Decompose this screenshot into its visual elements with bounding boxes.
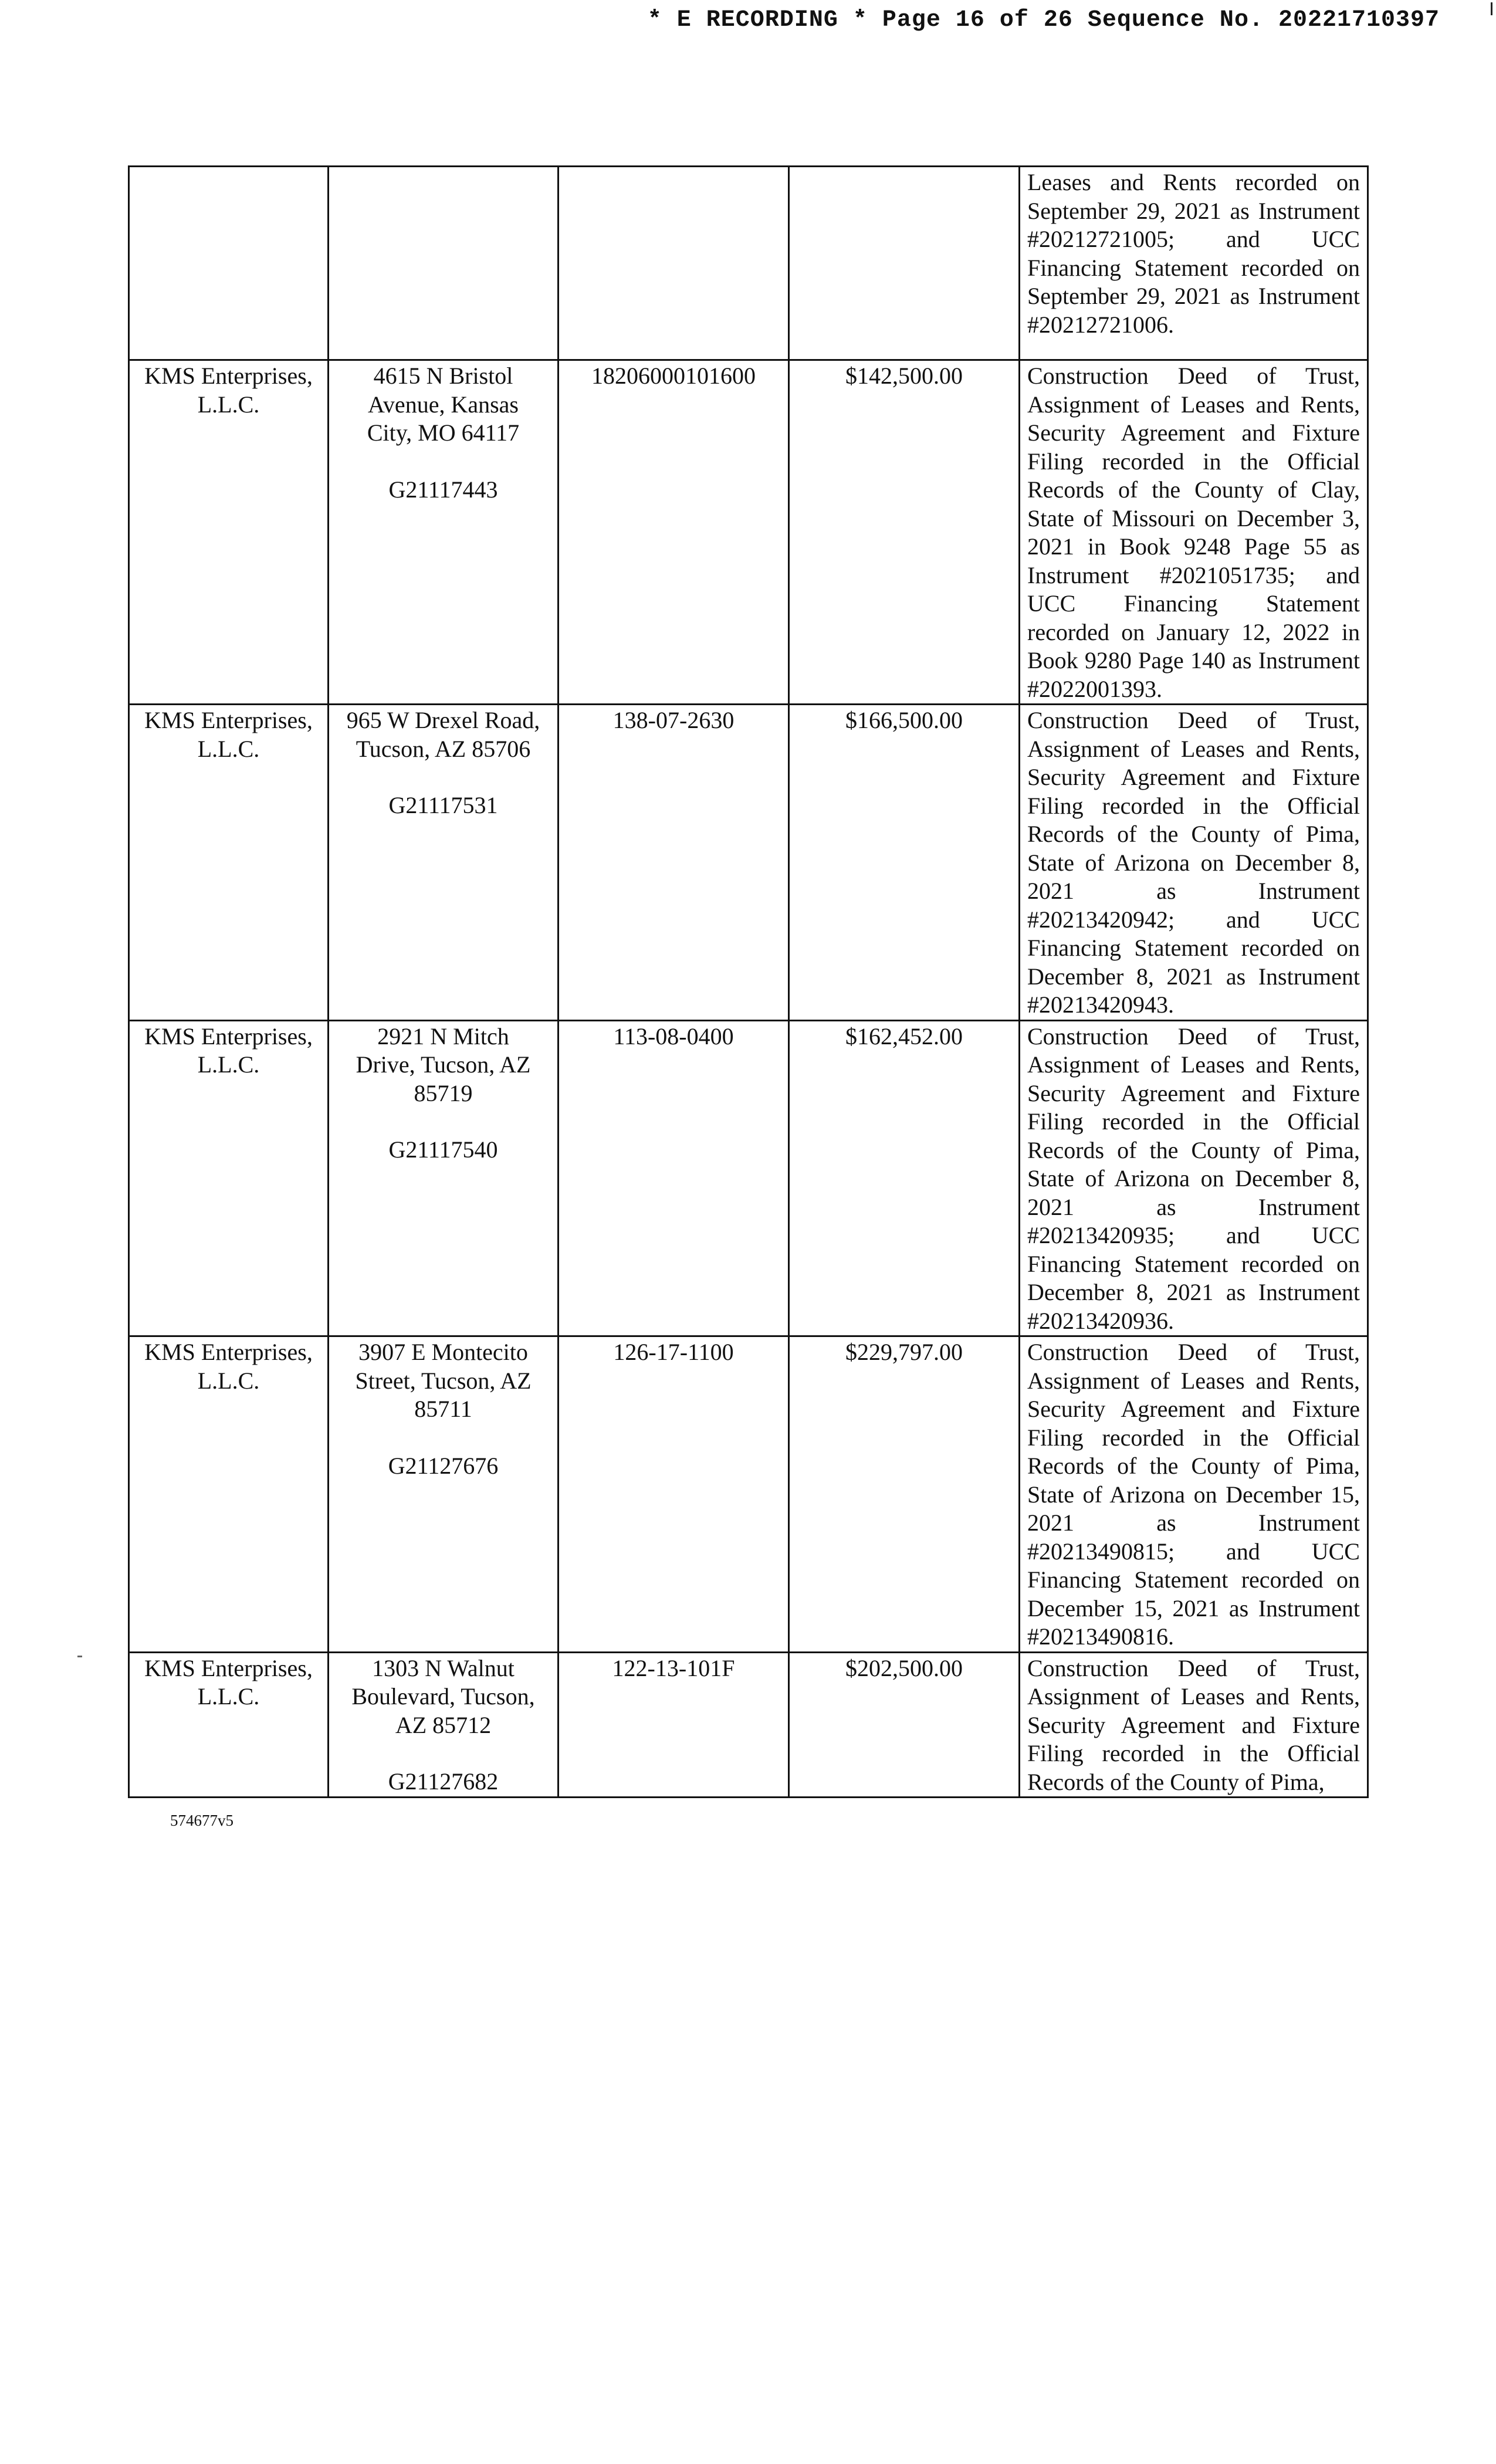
loan-amount: $166,500.00 xyxy=(845,707,963,733)
owner-name: KMS Enterprises, L.L.C. xyxy=(144,1339,313,1394)
address-gap xyxy=(336,1739,550,1768)
order-number: G21117540 xyxy=(388,1136,498,1163)
loan-amount: $142,500.00 xyxy=(845,363,963,389)
instrument-cell xyxy=(1020,167,1368,360)
owner-cell xyxy=(129,167,329,360)
address-gap xyxy=(336,448,550,476)
parcel-number: 126-17-1100 xyxy=(613,1339,734,1365)
amount-cell xyxy=(789,360,1020,705)
address-gap xyxy=(336,1424,550,1452)
parcel-cell xyxy=(559,1652,789,1798)
parcel-cell xyxy=(559,1020,789,1336)
owner-name: KMS Enterprises, L.L.C. xyxy=(144,1023,313,1078)
table-row xyxy=(129,1020,1368,1336)
address-line: 2921 N Mitch xyxy=(377,1023,509,1050)
instrument-description: Construction Deed of Trust, Assignment of Leases and Rents, Security Agreement and Fixture Filing recorded in the Official Records of the County of Pima, State of Arizona on December 8, 2021 as Instrument #20213420942; and UCC Financing Statement recorded on December 8, 2021 as Instrument #20213420943. xyxy=(1027,707,1360,1018)
property-records-table xyxy=(128,165,1369,1798)
parcel-number: 113-08-0400 xyxy=(613,1023,734,1050)
parcel-cell xyxy=(559,167,789,360)
amount-cell xyxy=(789,705,1020,1021)
instrument-description: Leases and Rents recorded on September 29, 2021 as Instrument #20212721005; and UCC Financing Statement recorded on September 29, 2021 as Instrument #20212721006. xyxy=(1027,169,1360,338)
address-line: AZ 85712 xyxy=(395,1711,492,1738)
recording-header: * E RECORDING * Page 16 of 26 Sequence No. 20221710397 xyxy=(647,7,1440,33)
instrument-cell xyxy=(1020,1020,1368,1336)
loan-amount: $229,797.00 xyxy=(845,1339,963,1365)
instrument-cell xyxy=(1020,360,1368,705)
address-line: 3907 E Montecito xyxy=(358,1339,528,1365)
owner-cell xyxy=(129,1652,329,1798)
instrument-description: Construction Deed of Trust, Assignment of Leases and Rents, Security Agreement and Fixture Filing recorded in the Official Records of the County of Pima, xyxy=(1027,1654,1360,1795)
table-row xyxy=(129,1336,1368,1653)
order-number: G21127676 xyxy=(388,1452,499,1479)
parcel-number: 18206000101600 xyxy=(591,363,756,389)
parcel-cell xyxy=(559,705,789,1021)
order-number: G21127682 xyxy=(388,1768,499,1795)
instrument-cell xyxy=(1020,1336,1368,1653)
address-line: 85719 xyxy=(414,1079,473,1106)
parcel-number: 122-13-101F xyxy=(612,1654,735,1681)
parcel-cell xyxy=(559,1336,789,1653)
table-row xyxy=(129,1652,1368,1798)
address-cell xyxy=(329,167,559,360)
owner-name: KMS Enterprises, L.L.C. xyxy=(144,363,313,418)
amount-cell xyxy=(789,1652,1020,1798)
address-cell xyxy=(329,1652,559,1798)
order-number: G21117443 xyxy=(388,476,498,503)
table-row xyxy=(129,360,1368,705)
address-line: Avenue, Kansas xyxy=(368,391,519,418)
address-line: Street, Tucson, AZ xyxy=(355,1367,532,1394)
records-table-body xyxy=(129,167,1368,1798)
parcel-cell xyxy=(559,360,789,705)
address-line: Tucson, AZ 85706 xyxy=(356,735,531,762)
order-number: G21117531 xyxy=(388,792,498,818)
owner-name: KMS Enterprises, L.L.C. xyxy=(144,707,313,762)
instrument-description: Construction Deed of Trust, Assignment of Leases and Rents, Security Agreement and Fixture Filing recorded in the Official Records of the County of Clay, State of Missouri on December 3, 2021 in Book 9248 Page 55 as Instrument #2021051735; and UCC Financing Statement recorded on January 12, 2022 in Book 9280 Page 140 as Instrument #2022001393. xyxy=(1027,363,1360,702)
loan-amount: $162,452.00 xyxy=(845,1023,963,1050)
address-cell xyxy=(329,1336,559,1653)
amount-cell xyxy=(789,1336,1020,1653)
amount-cell xyxy=(789,1020,1020,1336)
address-line: 85711 xyxy=(414,1396,472,1422)
address-line: 1303 N Walnut xyxy=(372,1654,515,1681)
address-line: Boulevard, Tucson, xyxy=(351,1683,535,1710)
owner-cell xyxy=(129,1336,329,1653)
address-line: 965 W Drexel Road, xyxy=(346,707,540,733)
instrument-cell xyxy=(1020,705,1368,1021)
owner-cell xyxy=(129,360,329,705)
parcel-number: 138-07-2630 xyxy=(612,707,735,733)
loan-amount: $202,500.00 xyxy=(845,1654,963,1681)
address-cell xyxy=(329,360,559,705)
table-row xyxy=(129,167,1368,360)
instrument-description: Construction Deed of Trust, Assignment of Leases and Rents, Security Agreement and Fixture Filing recorded in the Official Records of the County of Pima, State of Arizona on December 8, 2021 as Instrument #20213420935; and UCC Financing Statement recorded on December 8, 2021 as Instrument #20213420936. xyxy=(1027,1023,1360,1334)
address-line: City, MO 64117 xyxy=(367,419,520,446)
address-line: 4615 N Bristol xyxy=(373,363,513,389)
page-edge-mark xyxy=(1491,2,1492,15)
address-line: Drive, Tucson, AZ xyxy=(356,1051,531,1078)
address-cell xyxy=(329,1020,559,1336)
address-cell xyxy=(329,705,559,1021)
table-row xyxy=(129,705,1368,1021)
amount-cell xyxy=(789,167,1020,360)
owner-cell xyxy=(129,705,329,1021)
owner-name: KMS Enterprises, L.L.C. xyxy=(144,1654,313,1710)
scan-speck xyxy=(77,1656,82,1657)
owner-cell xyxy=(129,1020,329,1336)
instrument-cell xyxy=(1020,1652,1368,1798)
address-gap xyxy=(336,1108,550,1136)
instrument-description: Construction Deed of Trust, Assignment of Leases and Rents, Security Agreement and Fixture Filing recorded in the Official Records of the County of Pima, State of Arizona on December 15, 2021 as Instrument #20213490815; and UCC Financing Statement recorded on December 15, 2021 as Instrument #20213490816. xyxy=(1027,1339,1360,1650)
document-id: 574677v5 xyxy=(170,1812,233,1829)
address-gap xyxy=(336,763,550,791)
